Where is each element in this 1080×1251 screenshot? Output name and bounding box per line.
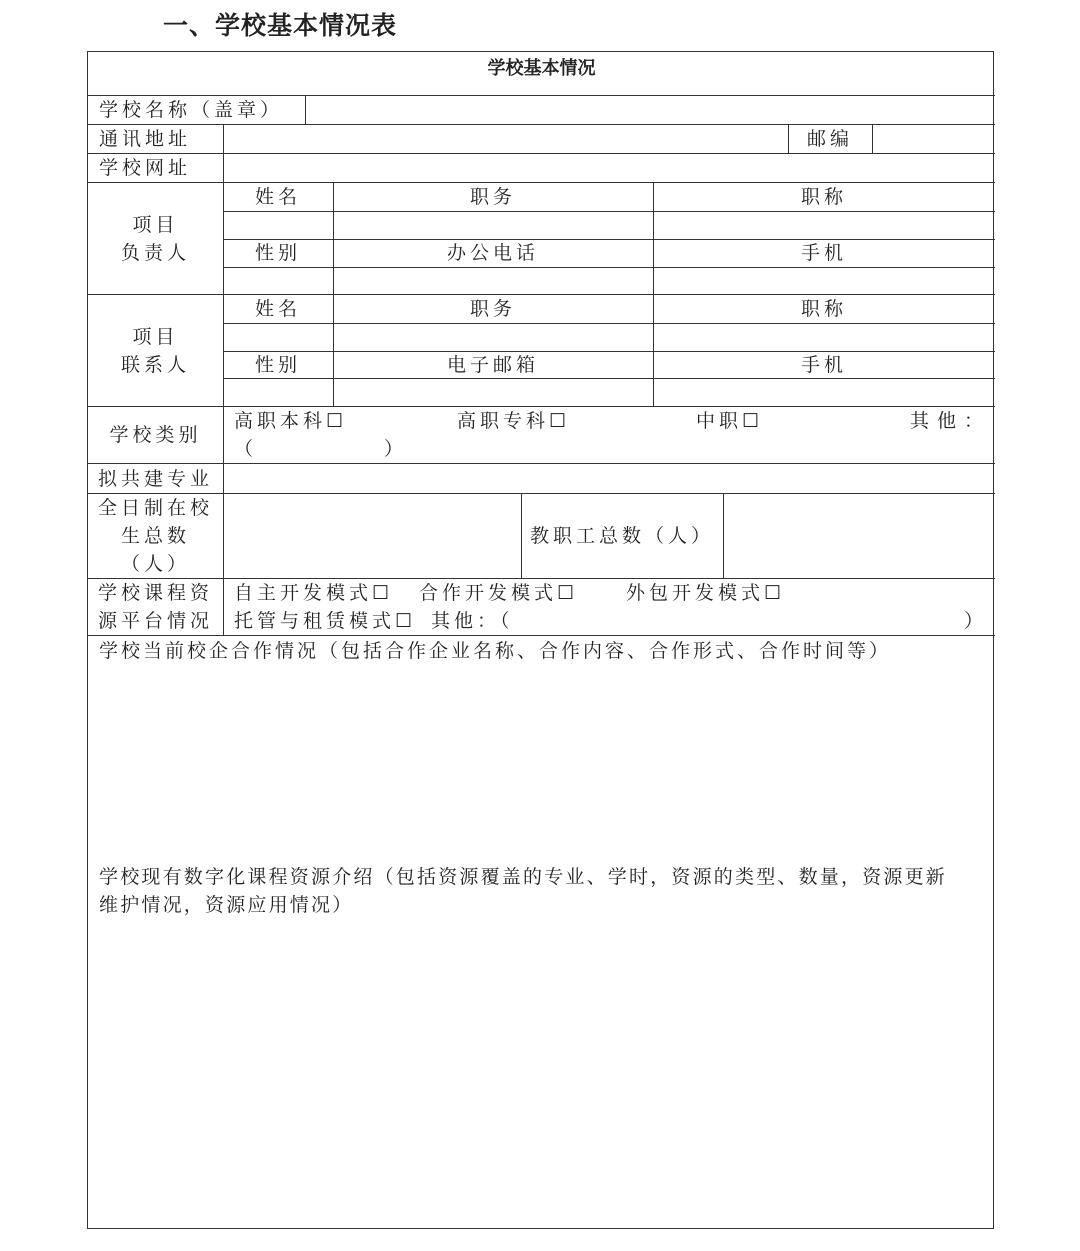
contact-name-label: 姓名 — [254, 298, 301, 320]
postcode-label: 邮编 — [806, 128, 853, 150]
cooperation-prompt: 学校当前校企合作情况（包括合作企业名称、合作内容、合作形式、合作时间等） — [99, 640, 892, 662]
row-divider — [223, 239, 995, 240]
school-name-label: 学校名称（盖章） — [99, 99, 284, 121]
contact-gender-label: 性别 — [254, 354, 301, 376]
school-type-option-college[interactable]: 高职专科☐ — [457, 410, 571, 432]
row-divider — [88, 124, 995, 125]
students-label-line3: （人） — [120, 553, 190, 575]
leader-gender-label: 性别 — [254, 242, 301, 264]
address-label: 通讯地址 — [99, 128, 192, 150]
col-divider — [872, 124, 873, 154]
row-divider — [88, 95, 995, 96]
contact-title-label: 职称 — [800, 298, 847, 320]
contact-label-line2: 联系人 — [120, 354, 190, 376]
row-divider — [88, 463, 995, 464]
leader-office-phone-label: 办公电话 — [446, 242, 539, 264]
col-divider — [723, 493, 724, 579]
school-type-paren-open: （ — [234, 438, 254, 460]
resource-prompt-line2: 维护情况，资源应用情况） — [99, 894, 354, 916]
platform-other-close: ） — [964, 610, 984, 632]
students-label-line1: 全日制在校 — [97, 497, 213, 519]
leader-mobile-label: 手机 — [800, 242, 847, 264]
school-type-label: 学校类别 — [109, 424, 202, 446]
leader-duty-label: 职务 — [469, 186, 516, 208]
row-divider — [88, 182, 995, 183]
row-divider — [223, 267, 995, 268]
major-label: 拟共建专业 — [97, 468, 213, 490]
platform-option-self[interactable]: 自主开发模式☐ — [234, 582, 394, 604]
school-type-option-undergrad[interactable]: 高职本科☐ — [234, 410, 348, 432]
row-divider — [88, 406, 995, 407]
leader-name-label: 姓名 — [254, 186, 301, 208]
platform-label-line1: 学校课程资 — [97, 582, 213, 604]
table-header: 学校基本情况 — [487, 58, 596, 79]
resource-prompt-line1: 学校现有数字化课程资源介绍（包括资源覆盖的专业、学时，资源的类型、数量，资源更新 — [99, 866, 948, 888]
contact-duty-label: 职务 — [469, 298, 516, 320]
page-title: 一、学校基本情况表 — [163, 11, 398, 40]
row-divider — [223, 378, 995, 379]
row-divider — [88, 294, 995, 295]
platform-option-outsourced[interactable]: 外包开发模式☐ — [626, 582, 786, 604]
platform-option-hosted[interactable]: 托管与租赁模式☐ — [234, 610, 417, 632]
leader-title-label: 职称 — [800, 186, 847, 208]
contact-email-label: 电子邮箱 — [446, 354, 539, 376]
row-divider — [88, 635, 995, 636]
platform-option-cooperative[interactable]: 合作开发模式☐ — [419, 582, 579, 604]
row-divider — [88, 153, 995, 154]
students-label-line2: 生总数 — [120, 525, 190, 547]
website-label: 学校网址 — [99, 157, 192, 179]
row-divider — [223, 323, 995, 324]
contact-mobile-label: 手机 — [800, 354, 847, 376]
school-info-form — [87, 51, 994, 1229]
row-divider — [88, 578, 995, 579]
platform-other: 其他：（ — [431, 610, 514, 632]
platform-label-line2: 源平台情况 — [97, 610, 213, 632]
row-divider — [223, 211, 995, 212]
staff-count-label: 教职工总数（人） — [529, 525, 714, 547]
school-type-other: 其他： — [910, 410, 992, 432]
school-type-option-secondary[interactable]: 中职☐ — [696, 410, 764, 432]
contact-label-line1: 项目 — [132, 326, 179, 348]
leader-label-line2: 负责人 — [120, 242, 190, 264]
col-divider — [305, 95, 306, 125]
row-divider — [88, 493, 995, 494]
school-type-paren-close: ） — [384, 438, 404, 460]
leader-label-line1: 项目 — [132, 214, 179, 236]
row-divider — [223, 351, 995, 352]
